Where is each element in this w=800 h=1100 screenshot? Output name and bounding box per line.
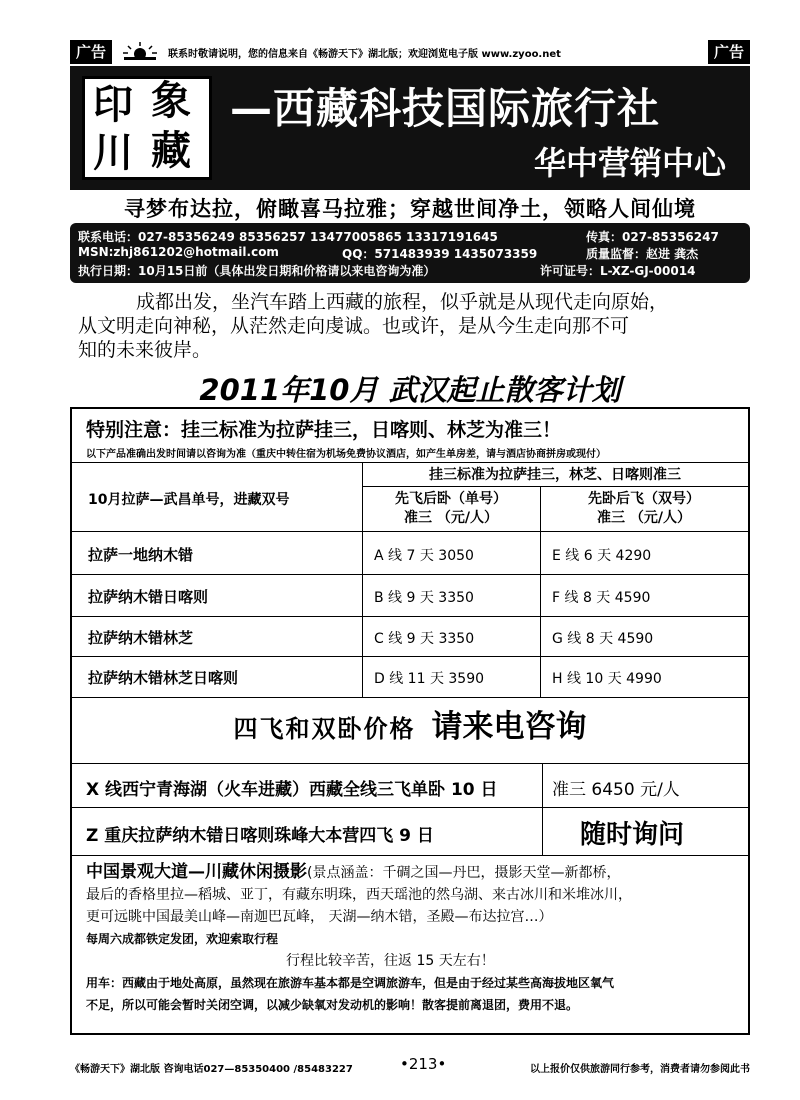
license-number: 许可证号：L-XZ-GJ-00014 [540,264,696,278]
scenic-text: 更可远眺中国最美山峰—南迦巴瓦峰， 天湖—纳木错，圣殿—布达拉宫…） [86,909,553,925]
col-header-line: 先卧后飞（双号） [588,491,700,507]
qq: QQ：571483939 1435073359 [342,247,538,261]
consult-row [72,701,748,746]
price-table-frame [70,407,750,1035]
plan-title: 2011年10月 武汉起止散客计划 [199,373,621,407]
top-strip [70,40,750,66]
intro-line: 知的未来彼岸。 [78,339,212,361]
company-name: —西藏科技国际旅行社 [230,84,661,133]
price-single: C 线 9 天 3350 [374,631,475,647]
contact-box [70,223,750,283]
corner-label: 10月拉萨—武昌单号，进藏双号 [88,492,290,508]
price-single: A 线 7 天 3050 [374,548,474,564]
price-double: G 线 8 天 4590 [552,631,654,647]
price-single: B 线 9 天 3350 [374,590,474,606]
route-name: 拉萨纳木错日喀则 [88,588,209,606]
divider [72,462,748,463]
quality-supervision: 质量监督：赵进 龚杰 [586,247,699,261]
logo-char: 川 [93,129,133,176]
divider [72,763,748,764]
source-info: 联系时敬请说明，您的信息来自《畅游天下》湖北版；欢迎浏览电子版 www.zyoo.net [168,49,561,60]
intro-line: 成都出发，坐汽车踏上西藏的旅程，似乎就是从现代走向原始， [136,291,669,313]
vehicle-note: 用车：西藏由于地处高原，虽然现在旅游车基本都是空调旅游车，但是由于经过某些高海拔地区氧气 [86,976,615,990]
route-name: 拉萨纳木错林芝 [88,629,194,647]
divider [72,531,748,532]
consult-label: 四飞和双卧价格 [233,715,416,743]
price-double: F 线 8 天 4590 [552,590,651,606]
special-notice: 特别注意：挂三标准为拉萨挂三，日喀则、林芝为准三！ [86,419,562,441]
ad-tag-right: 广告 [708,40,750,64]
scenic-text: (景点涵盖：千碉之国—丹巴，摄影天堂—新都桥， [307,865,621,881]
divider [72,855,748,856]
footer-contact: 《畅游天下》湖北版 咨询电话027—85350400 /85483227 [70,1064,353,1075]
divider [72,574,748,575]
logo-char: 印 [93,81,133,128]
x-line-route: X 线西宁青海湖（火车进藏）西藏全线三飞单卧 10 日 [86,780,498,800]
divider [72,807,748,808]
col-header-single [362,490,540,528]
scenic-section [86,861,736,1016]
scenic-text: 最后的香格里拉—稻城、亚丁，有藏东明珠，西天瑶池的然乌湖、来古冰川和米堆冰川， [86,887,632,903]
route-name: 拉萨纳木错林芝日喀则 [88,669,239,687]
brand-logo [82,76,212,180]
intro-line: 从文明走向神秘，从茫然走向虔诚。也或许，是从今生走向那不可 [78,315,630,337]
divider [542,763,543,855]
consult-call: 请来电咨询 [431,709,587,745]
phone-numbers: 联系电话：027-85356249 85356257 13477005865 13317191645 [78,230,498,244]
divider [362,486,748,487]
logo-char: 藏 [151,127,191,174]
route-name: 拉萨一地纳木错 [88,546,194,564]
col-header-line: 先飞后卧（单号） [395,491,507,507]
ad-tag-left: 广告 [70,40,112,64]
price-single: D 线 11 天 3590 [374,671,485,687]
col-header-double [540,490,748,528]
agency-header [70,66,750,190]
price-double: E 线 6 天 4290 [552,548,652,564]
slogan: 寻梦布达拉，俯瞰喜马拉雅；穿越世间净土，领略人间仙境 [124,197,696,221]
price-double: H 线 10 天 4990 [552,671,662,687]
col-header-line: 准三 （元/人） [597,510,691,526]
intro-paragraph [78,290,748,362]
group-header: 挂三标准为拉萨挂三，林芝、日喀则准三 [429,467,681,483]
marketing-center: 华中营销中心 [533,144,726,182]
vehicle-note: 不足，所以可能会暂时关闭空调，以减少缺氧对发动机的影响！散客提前离退团，费用不退。 [86,998,579,1012]
notice-subtext: 以下产品准确出发时间请以咨询为准（重庆中转住宿为机场免费协议酒店，如产生单房差，请与酒店协商拼房或现付） [86,449,606,460]
trip-note: 行程比较辛苦，往返 15 天左右！ [286,953,495,969]
page-footer [70,1055,750,1079]
scenic-title-line [86,861,736,884]
scenic-title: 中国景观大道—川藏休闲摄影 [86,862,307,882]
x-line-price: 准三 6450 元/人 [552,780,680,800]
sun-logo-icon [120,42,160,60]
z-line-route: Z 重庆拉萨纳木错日喀则珠峰大本营四飞 9 日 [86,826,434,846]
weekly-departure: 每周六成都铁定发团，欢迎索取行程 [86,932,279,946]
page-number: •213• [400,1055,447,1073]
execution-date: 执行日期：10月15日前（具体出发日期和价格请以来电咨询为准） [78,264,436,278]
z-line-price: 随时询问 [580,820,685,850]
divider [72,656,748,657]
col-header-line: 准三 （元/人） [404,510,498,526]
logo-char: 象 [151,77,191,124]
fax: 传真：027-85356247 [586,230,719,244]
footer-disclaimer: 以上报价仅供旅游同行参考，消费者请勿参阅此书 [530,1064,750,1075]
divider [72,697,748,698]
msn: MSN:zhj861202@hotmail.com [78,245,279,259]
divider [72,616,748,617]
